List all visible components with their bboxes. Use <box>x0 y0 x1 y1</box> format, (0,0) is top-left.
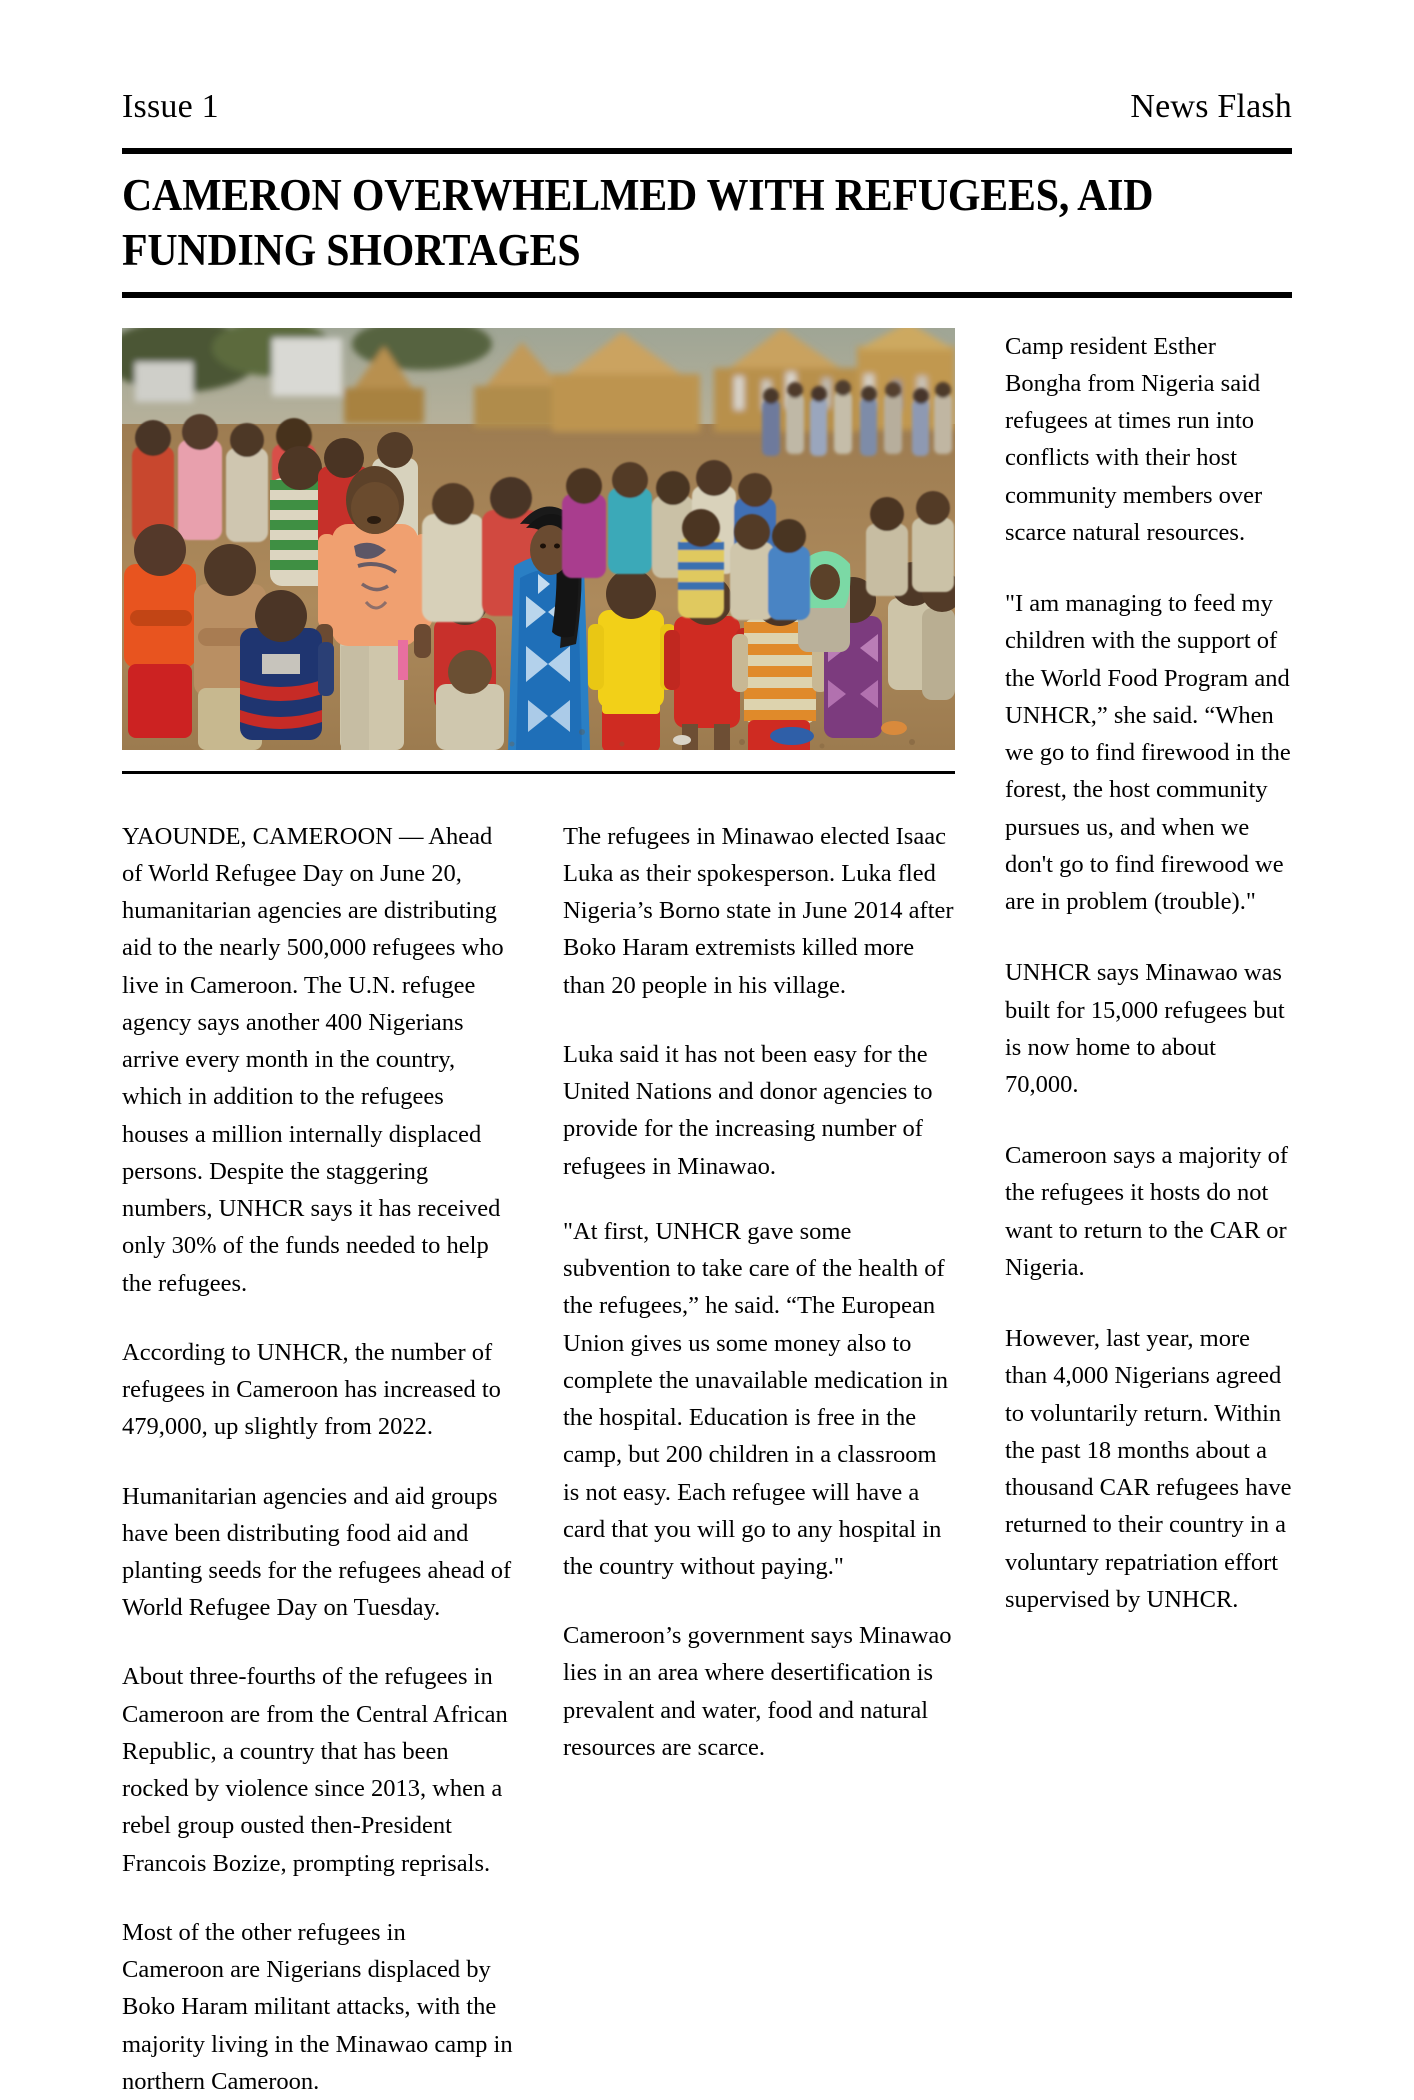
article-headline: CAMERON OVERWHELMED WITH REFUGEES, AID FUNDING SHORTAGES <box>122 170 1154 275</box>
paragraph: According to UNHCR, the number of refugees in Cameroon has increased to 479,000, up slightly from 2022. <box>122 1338 501 1441</box>
paragraph: Most of the other refugees in Cameroon are Nigerians displaced by Boko Haram militant attacks, with the majority living in the Minawao camp in northern Cameroon. <box>122 1918 513 2095</box>
refugee-camp-photograph <box>122 328 955 750</box>
paragraph: About three-fourths of the refugees in Cameroon are from the Central African Republic, a country that has been rocked by violence since 2013, when a rebel group ousted then-President Francois Bozize, prompting reprisals. <box>122 1663 508 1877</box>
issue-label: Issue 1 <box>122 88 219 125</box>
column-middle <box>563 818 954 2100</box>
paragraph: Cameroon’s government says Minawao lies in an area where desertification is prevalent and water, food and natural resources are scarce. <box>563 1622 952 1761</box>
column-right <box>1005 328 1292 2100</box>
column-left <box>122 818 513 2100</box>
paragraph: Humanitarian agencies and aid groups have been distributing food aid and planting seeds for the refugees ahead of World Refugee Day on Tuesday. <box>122 1482 512 1622</box>
paragraph: YAOUNDE, CAMEROON — Ahead of World Refugee Day on June 20, humanitarian agencies are distributing aid to the nearly 500,000 refugees who live in Cameroon. The U.N. refugee agency says another 400 Nigerians arrive every month in the country, which in addition to the refugees houses a million internally displaced persons. Despite the staggering numbers, UNHCR says it has received only 30% of the funds needed to help the refugees. <box>122 822 504 1297</box>
masthead-divider-rule <box>122 148 1292 154</box>
photo-divider-rule <box>122 771 955 774</box>
publication-title: News Flash <box>1130 88 1292 125</box>
paragraph: Cameroon says a majority of the refugees it hosts do not want to return to the CAR or Nigeria. <box>1005 1142 1289 1281</box>
paragraph: "At first, UNHCR gave some subvention to take care of the health of the refugees,” he said. “The European Union gives us some money also to complete the unavailable medication in the hospital. Education is free in the camp, but 200 children in a classroom is not easy. Each refugee will have a card that you will go to any hospital in the country without paying." <box>563 1217 949 1580</box>
paragraph: Camp resident Esther Bongha from Nigeria said refugees at times run into conflicts with their host community members over scarce natural resources. <box>1005 332 1263 546</box>
main-content-area <box>122 328 955 2100</box>
paragraph: UNHCR says Minawao was built for 15,000 refugees but is now home to about 70,000. <box>1005 959 1285 1098</box>
paragraph: Luka said it has not been easy for the United Nations and donor agencies to provide for the increasing number of refugees in Minawao. <box>563 1040 933 1180</box>
two-column-text <box>122 818 955 2100</box>
masthead <box>122 0 1292 126</box>
headline-divider-rule <box>122 292 1292 298</box>
paragraph: However, last year, more than 4,000 Nigerians agreed to voluntarily return. Within the past 18 months about a thousand CAR refugees have returned to their country in a voluntary repatriation effort supervised by UNHCR. <box>1005 1325 1292 1613</box>
article-body <box>122 328 1292 2100</box>
paragraph: The refugees in Minawao elected Isaac Luka as their spokesperson. Luka fled Nigeria’s Borno state in June 2014 after Boko Haram extremists killed more than 20 people in his village. <box>563 822 954 999</box>
paragraph: "I am managing to feed my children with the support of the World Food Program and UNHCR,” she said. “When we go to find firewood in the forest, the host community pursues us, and when we don't go to find firewood we are in problem (trouble)." <box>1005 590 1291 916</box>
article-photo <box>122 328 955 750</box>
